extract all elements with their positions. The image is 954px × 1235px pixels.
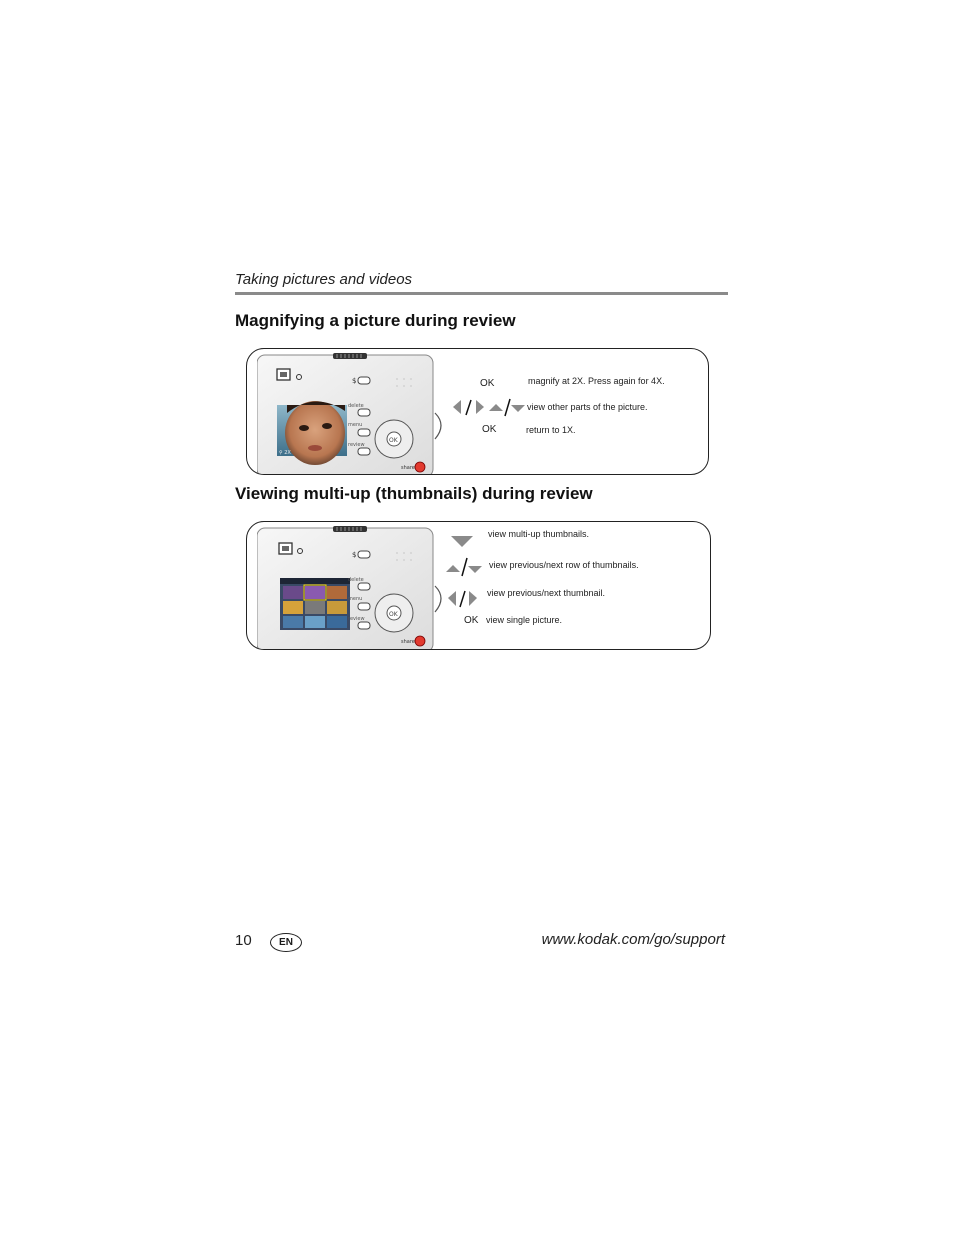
up-arrow-icon (446, 565, 460, 572)
cam-ok-label: OK (389, 611, 398, 618)
chapter-title: Taking pictures and videos (235, 271, 413, 288)
thumbnails-panel (246, 521, 711, 650)
magnify-heading: Magnifying a picture during review (235, 311, 516, 330)
cam-delete-label: delete (348, 403, 364, 409)
cam-menu-label: menu (348, 596, 363, 602)
svg-text:⚲ 2X: ⚲ 2X (279, 450, 291, 456)
camera-back-illustration (257, 353, 457, 475)
slash (462, 558, 467, 576)
header-rule (235, 292, 728, 295)
down-arrow-icon (468, 566, 482, 573)
magnify-row-1: magnify at 2X. Press again for 4X. (528, 376, 665, 386)
ok-key-3: OK (464, 615, 479, 626)
left-right-keys (447, 588, 481, 610)
arrow-keys-1 (452, 397, 526, 419)
thumbs-row-3: view previous/next thumbnail. (487, 588, 606, 598)
cam-menu-label: menu (348, 422, 363, 428)
slash (460, 591, 465, 607)
down-arrow-icon (511, 405, 525, 412)
language-badge: EN (270, 933, 302, 952)
ok-key-1: OK (480, 378, 495, 389)
cam-ok-label: OK (389, 437, 398, 444)
ok-key-2: OK (482, 424, 497, 435)
svg-text:$: $ (352, 377, 357, 385)
left-arrow-icon (448, 591, 456, 606)
svg-text:$: $ (352, 551, 357, 559)
support-url[interactable]: www.kodak.com/go/support (541, 931, 725, 948)
camera-back-illustration (257, 526, 457, 650)
down-arrow-icon (450, 534, 474, 548)
thumbs-row-4: view single picture. (486, 615, 563, 625)
thumbs-row-1: view multi-up thumbnails. (488, 529, 590, 539)
cam-delete-label: delete (348, 577, 364, 583)
left-arrow-icon (453, 400, 461, 414)
slash (466, 400, 471, 415)
right-arrow-icon (476, 400, 484, 414)
magnify-row-3: return to 1X. (526, 425, 576, 435)
page-number: 10 (235, 932, 252, 949)
magnify-row-2: view other parts of the picture. (527, 402, 648, 412)
cam-review-label: review (348, 442, 365, 448)
cam-share-label: share (401, 639, 415, 645)
cam-share-label: share (401, 465, 415, 471)
magnify-panel (246, 348, 709, 475)
up-down-keys (445, 556, 485, 578)
thumbs-row-2: view previous/next row of thumbnails. (489, 560, 639, 570)
slash (505, 399, 510, 416)
right-arrow-icon (469, 591, 477, 606)
thumbnails-heading: Viewing multi-up (thumbnails) during review (235, 484, 593, 503)
cam-review-label: review (348, 616, 365, 622)
up-arrow-icon (489, 404, 503, 411)
